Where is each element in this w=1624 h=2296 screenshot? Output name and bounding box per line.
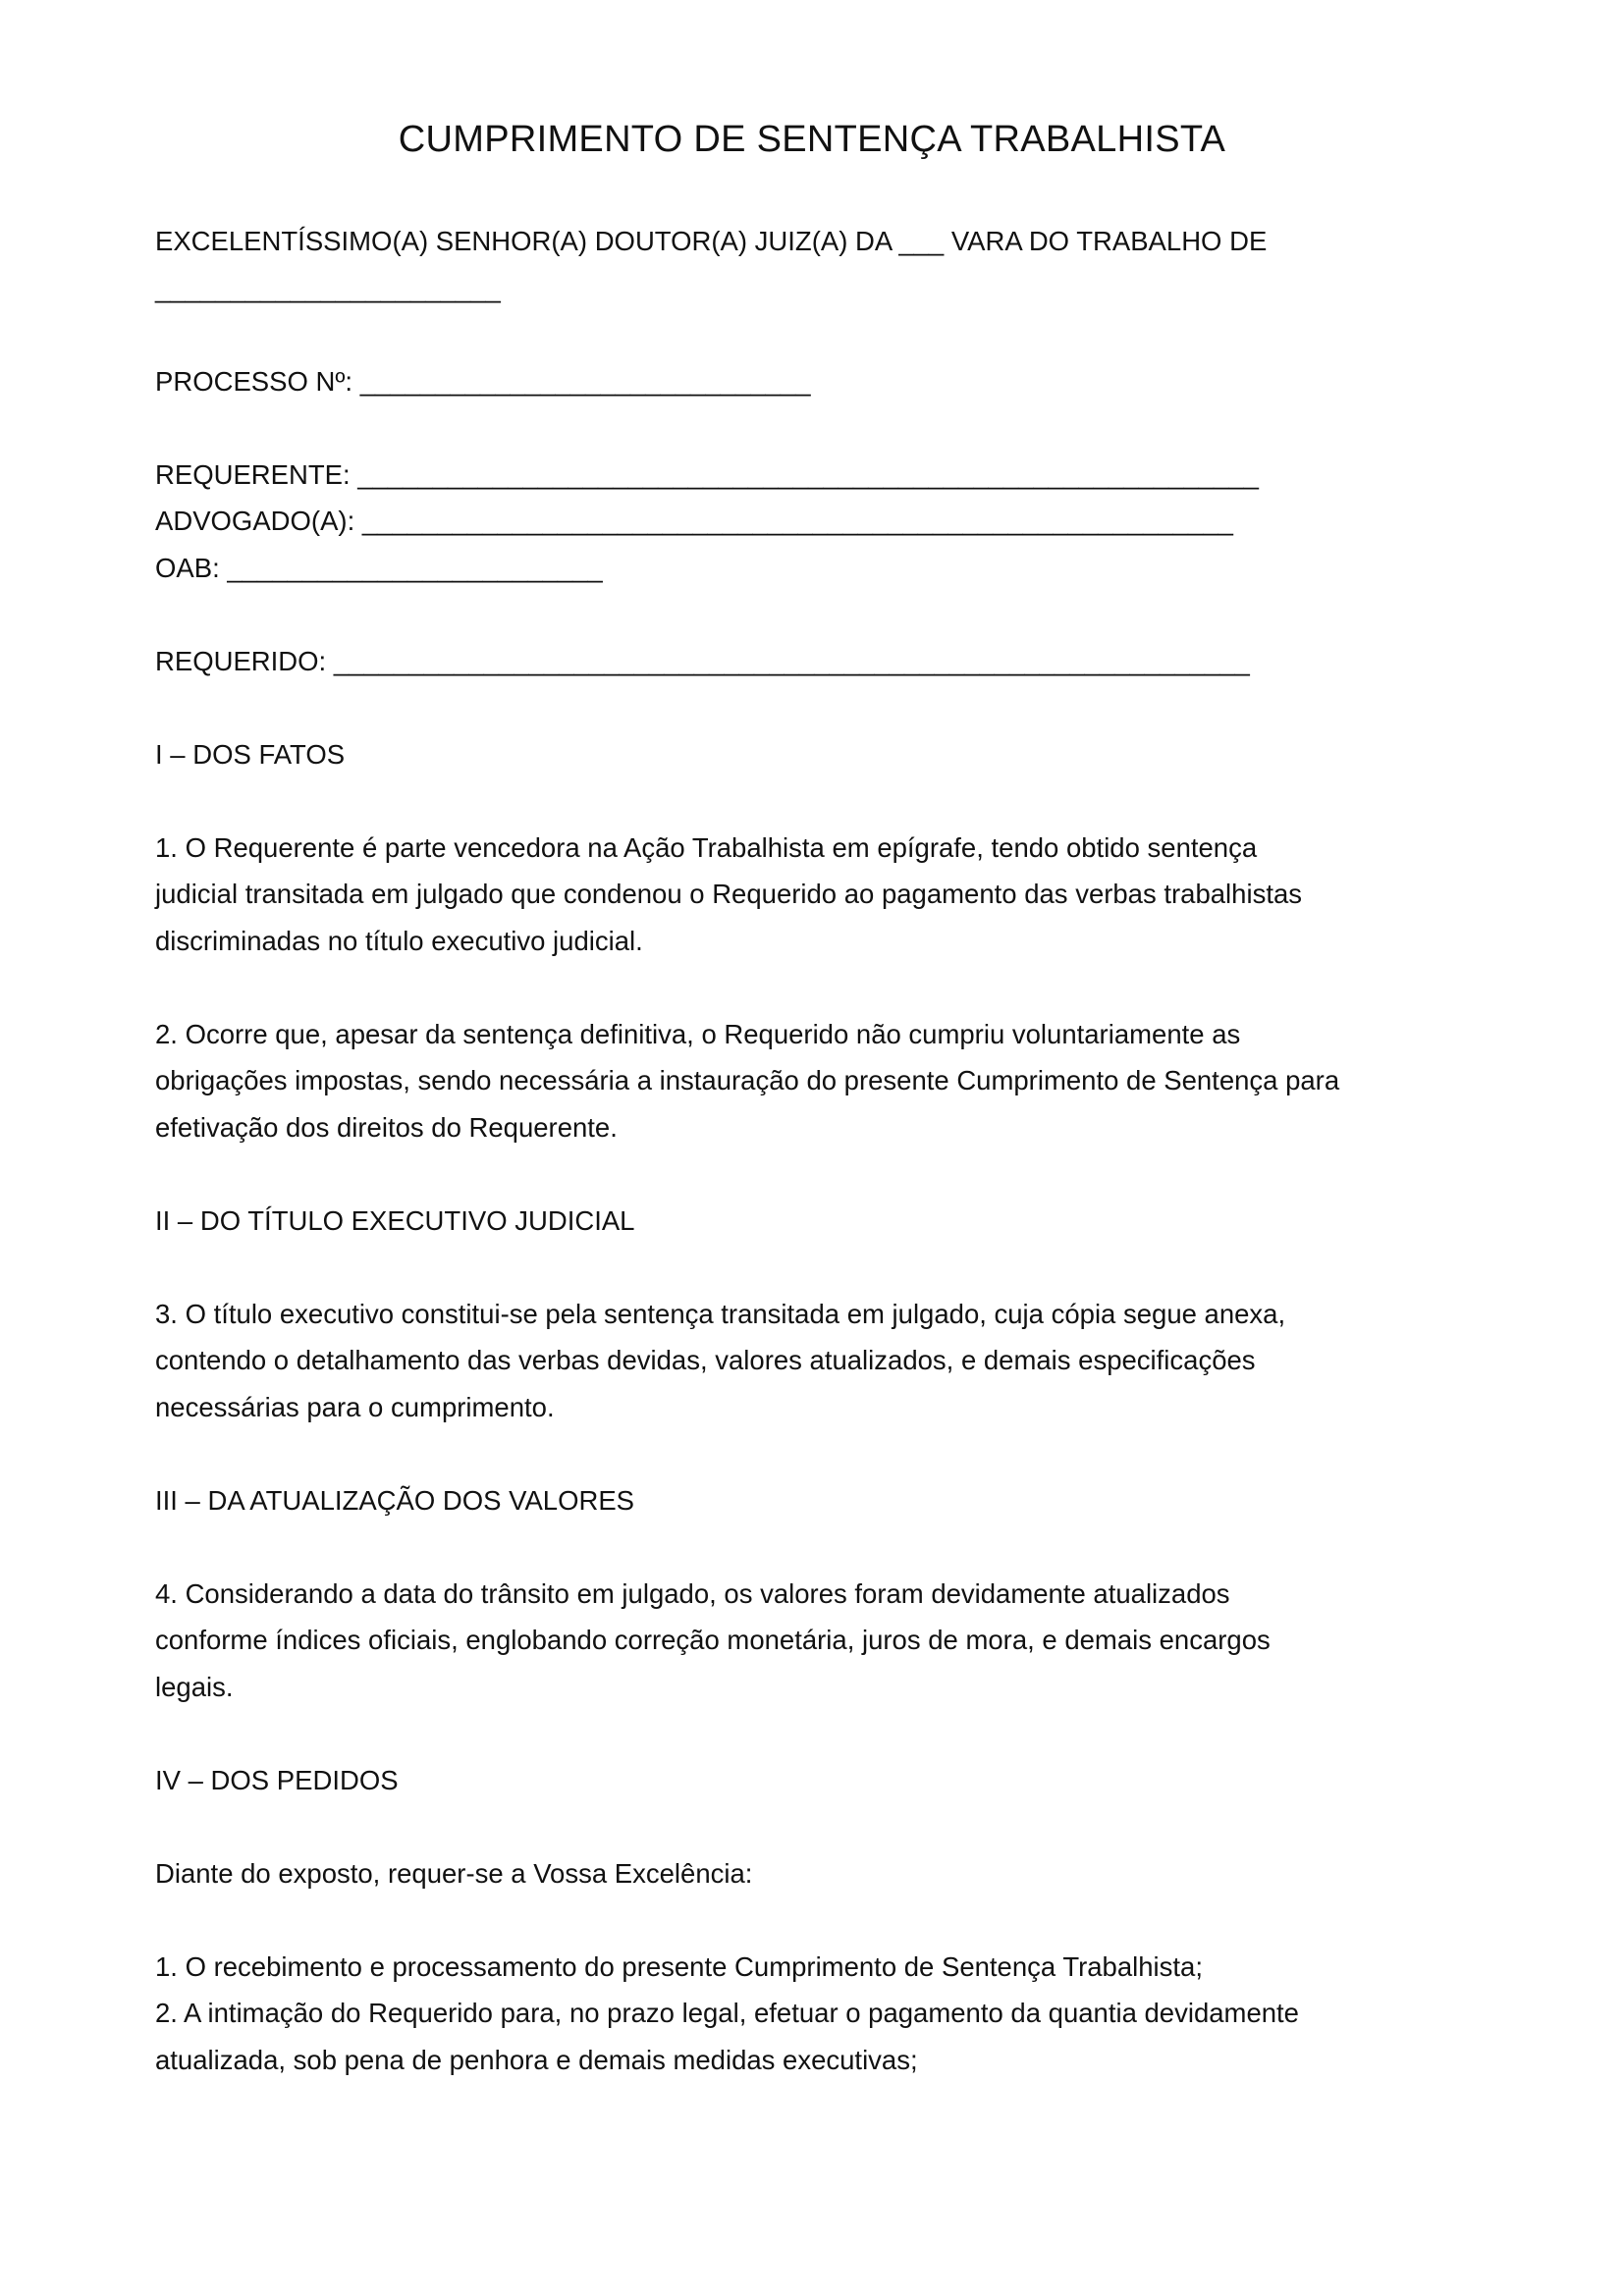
addressee-line: EXCELENTÍSSIMO(A) SENHOR(A) DOUTOR(A) JUIZ(A) DA ___ VARA DO TRABALHO DE — [155, 226, 1268, 256]
pedido-item-2-line-2: atualizada, sob pena de penhora e demais medidas executivas; — [155, 2044, 918, 2075]
paragraph-4-line-2: conforme índices oficiais, englobando correção monetária, juros de mora, e demais encargos — [155, 1625, 1271, 1655]
advogado-field: ADVOGADO(A): __________________________________________________________ — [155, 506, 1233, 536]
paragraph-3-line-1: 3. O título executivo constitui-se pela sentença transitada em julgado, cuja cópia segue anexa, — [155, 1298, 1286, 1329]
paragraph-3-line-2: contendo o detalhamento das verbas devidas, valores atualizados, e demais especificações — [155, 1345, 1256, 1375]
paragraph-2-line-1: 2. Ocorre que, apesar da sentença definitiva, o Requerido não cumpriu voluntariamente as — [155, 1018, 1241, 1049]
pedido-item-1: 1. O recebimento e processamento do presente Cumprimento de Sentença Trabalhista; — [155, 1950, 1203, 1982]
paragraph-1-line-2: judicial transitada em julgado que condenou o Requerido ao pagamento das verbas trabalhistas — [155, 879, 1302, 909]
section-heading-atualizacao: III – DA ATUALIZAÇÃO DOS VALORES — [155, 1484, 635, 1516]
paragraph-4-line-1: 4. Considerando a data do trânsito em julgado, os valores foram devidamente atualizados — [155, 1577, 1230, 1609]
pedido-item-2-line-1: 2. A intimação do Requerido para, no prazo legal, efetuar o pagamento da quantia devidamente — [155, 1998, 1299, 2028]
paragraph-1-line-3: discriminadas no título executivo judicial. — [155, 925, 643, 956]
section-heading-fatos: I – DOS FATOS — [155, 738, 346, 770]
requerente-field: REQUERENTE: ____________________________________________________________ — [155, 458, 1259, 490]
section-heading-pedidos: IV – DOS PEDIDOS — [155, 1764, 399, 1795]
document-title: CUMPRIMENTO DE SENTENÇA TRABALHISTA — [398, 119, 1226, 160]
document-body — [155, 218, 1373, 2083]
processo-field: PROCESSO Nº: ______________________________ — [155, 365, 811, 397]
oab-field: OAB: _________________________ — [155, 552, 603, 583]
addressee-city-blank: _______________________ — [155, 272, 501, 303]
section-heading-titulo: II – DO TÍTULO EXECUTIVO JUDICIAL — [155, 1204, 635, 1236]
paragraph-3-line-3: necessárias para o cumprimento. — [155, 1391, 555, 1422]
paragraph-2-line-3: efetivação dos direitos do Requerente. — [155, 1111, 618, 1143]
paragraph-4-line-3: legais. — [155, 1671, 234, 1702]
requerido-field: REQUERIDO: _____________________________________________________________ — [155, 645, 1250, 676]
pedidos-intro: Diante do exposto, requer-se a Vossa Excelência: — [155, 1857, 753, 1889]
paragraph-1-line-1: 1. O Requerente é parte vencedora na Ação Trabalhista em epígrafe, tendo obtido sentença — [155, 831, 1258, 863]
paragraph-2-line-2: obrigações impostas, sendo necessária a instauração do presente Cumprimento de Sentença para — [155, 1065, 1340, 1095]
